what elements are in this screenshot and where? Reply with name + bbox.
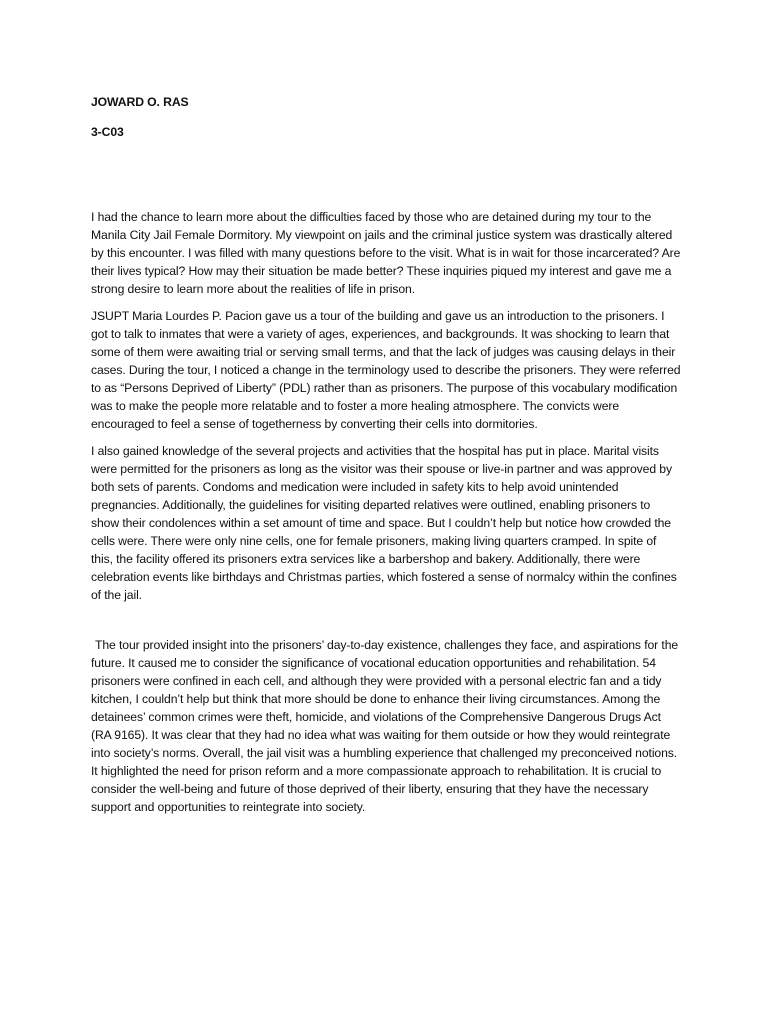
paragraph-1: I had the chance to learn more about the difficulties faced by those who are detained during my tour to the Manila City Jail Female Dormitory. My viewpoint on jails and the criminal justice system was drastically altered by this encounter. I was filled with many questions before to the visit. What is in wait for those incarcerated? Are their lives typical? How may their situation be made better? These inquiries piqued my interest and gave me a strong desire to learn more about the realities of life in prison.: [91, 210, 681, 296]
paragraph-2: JSUPT Maria Lourdes P. Pacion gave us a tour of the building and gave us an introduction to the prisoners. I got to talk to inmates that were a variety of ages, experiences, and backgrounds. It was shocking to learn that some of them were awaiting trial or serving small terms, and that the lack of judges was causing delays in their cases. During the tour, I noticed a change in the terminology used to describe the prisoners. They were referred to as “Persons Deprived of Liberty” (PDL) rather than as prisoners. The purpose of this vocabulary modification was to make the people more relatable and to foster a more healing atmosphere. The convicts were encouraged to feel a sense of togetherness by converting their cells into dormitories.: [91, 309, 681, 431]
section-code: 3-C03: [91, 125, 124, 139]
document-header: [91, 93, 691, 153]
author-name: JOWARD O. RAS: [91, 95, 189, 109]
paragraph-4: The tour provided insight into the prisoners’ day-to-day existence, challenges they face, and aspirations for the future. It caused me to consider the significance of vocational education opportunities and rehabilitation. 54 prisoners were confined in each cell, and although they were provided with a personal electric fan and a tidy kitchen, I couldn’t help but think that more should be done to enhance their living circumstances. Among the detainees’ common crimes were theft, homicide, and violations of the Comprehensive Dangerous Drugs Act (RA 9165). It was clear that they had no idea what was waiting for them outside or how they would reintegrate into society’s norms. Overall, the jail visit was a humbling experience that challenged my preconceived notions. It highlighted the need for prison reform and a more compassionate approach to rehabilitation. It is crucial to consider the well-being and future of those deprived of their liberty, ensuring that they have the necessary support and opportunities to reintegrate into society.: [91, 638, 679, 814]
essay-body: [91, 208, 681, 825]
paragraph-3: I also gained knowledge of the several projects and activities that the hospital has put in place. Marital visits were permitted for the prisoners as long as the visitor was their spouse or live-in partner and was approved by both sets of parents. Condoms and medication were included in safety kits to help avoid unintended pregnancies. Additionally, the guidelines for visiting departed relatives were outlined, enabling prisoners to show their condolences within a set amount of time and space. But I couldn’t help but notice how crowded the cells were. There were only nine cells, one for female prisoners, making living quarters cramped. In spite of this, the facility offered its prisoners extra services like a barbershop and bakery. Additionally, there were celebration events like birthdays and Christmas parties, which fostered a sense of normalcy within the confines of the jail.: [91, 444, 677, 602]
